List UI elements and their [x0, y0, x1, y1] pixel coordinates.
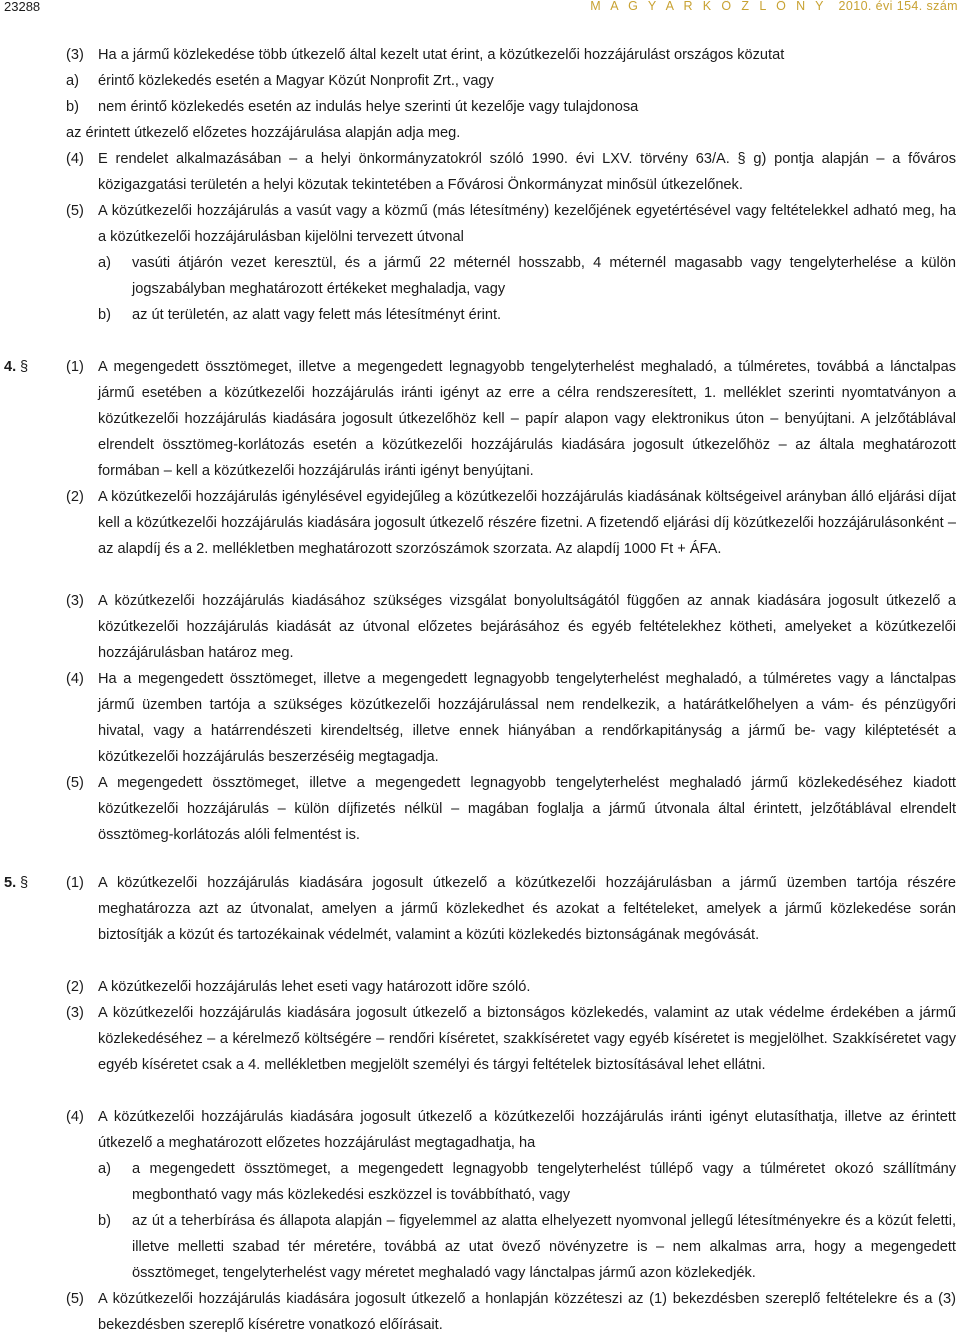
- issue-info: 2010. évi 154. szám: [838, 0, 958, 13]
- section-number: 4.: [4, 359, 17, 375]
- paragraph-label: (3): [66, 47, 84, 63]
- section-4-para-3: [0, 666, 956, 770]
- paragraph-label: a): [66, 73, 79, 89]
- paragraph-text: az út a teherbírása és állapota alapján – figyelemmel az alatta elhelyezett nyomvonal jellegű létesítményekre és a közút feletti, illetve melletti szabad tér méretére, továbbá az utat övező növényzetre is – nem alkalmas arra, hogy a megengedett össztömeget, tengelyterhelést vagy méretet meghaladó vagy lánctalpas jármű azon közlekedjék.: [132, 1213, 956, 1281]
- paragraph-text: nem érintő közlekedés esetén az indulás helye szerinti út kezelője vagy tulajdonosa: [98, 99, 639, 115]
- paragraph-text: vasúti átjárón vezet keresztül, és a jármű 22 méternél hosszabb, 4 méternél magasabb vagy tengelyterhelése a külön jogszabályban meghatározott értékeket meghaladja, vagy: [132, 255, 956, 297]
- paragraph-text: a megengedett össztömeget, a megengedett legnagyobb tengelyterhelést túllépő vagy a túlméretet okozó szállítmány megbontható vagy más közlekedési eszközzel is továbbítható, vagy: [132, 1161, 956, 1203]
- paragraph-text: A megengedett össztömeget, illetve a megengedett legnagyobb tengelyterhelést meghaladó, a túlméretes, továbbá a lánctalpas jármű esetében a közútkezelői hozzájárulás iránti igényt az erre a célra rendszeresített, 1. melléklet szerinti nyomtatványon a közútkezelői hozzájárulás kiadására jogosult útkezelőhöz kell – papír alapon vagy elektronikus úton – benyújtani. A jelzőtáblával elrendelt össztömeg-korlátozás esetén a közútkezelői hozzájárulás kiadására jogosult útkezelőhöz – az általa meghatározott formában – kell a közútkezelői hozzájárulás iránti igényt benyújtani.: [98, 359, 956, 479]
- paragraph-label: b): [98, 1213, 111, 1229]
- paragraph-label: (5): [66, 775, 84, 791]
- section-4-para-0: [0, 354, 956, 484]
- paragraph-label: (2): [66, 489, 84, 505]
- top-block-0: [0, 42, 956, 68]
- paragraph-label: b): [66, 99, 79, 115]
- section-4-para-4: [0, 770, 956, 848]
- publication-header: [590, 0, 958, 13]
- paragraph-label: a): [98, 255, 111, 271]
- paragraph-text: érintő közlekedés esetén a Magyar Közút Nonprofit Zrt., vagy: [98, 73, 494, 89]
- paragraph-label: (2): [66, 979, 84, 995]
- paragraph-text: E rendelet alkalmazásában – a helyi önkormányzatokról szóló 1990. évi LXV. törvény 63/A. § g) pontja alapján – a főváros közigazgatási területén a helyi közutak tekintetében a Fővárosi Önkormányzat minősül útkezelőnek.: [98, 151, 956, 193]
- paragraph-text: Ha a jármű közlekedése több útkezelő által kezelt utat érint, a közútkezelői hozzájárulást országos közutat: [98, 47, 785, 63]
- top-block-1: [0, 68, 956, 94]
- paragraph-label: (1): [66, 359, 84, 375]
- section-5-para-2: [0, 1000, 956, 1078]
- paragraph-label: (4): [66, 151, 84, 167]
- top-block-7: [0, 302, 956, 328]
- section-4-para-2: [0, 588, 956, 666]
- paragraph-text: A közútkezelői hozzájárulás a vasút vagy a közmű (más létesítmény) kezelőjének egyetértésével vagy feltételekkel adható meg, ha a közútkezelői hozzájárulásban kijelölni tervezett útvonal: [98, 203, 956, 245]
- section-symbol: §: [20, 359, 29, 375]
- section-5-para-6: [0, 1286, 956, 1338]
- paragraph-label: (3): [66, 1005, 84, 1021]
- top-block-5: [0, 198, 956, 250]
- section-5-para-1: [0, 974, 956, 1000]
- paragraph-text: A közútkezelői hozzájárulás lehet eseti vagy határozott idõre szóló.: [98, 979, 531, 995]
- top-block-2: [0, 94, 956, 120]
- paragraph-text: az út területén, az alatt vagy felett más létesítményt érint.: [132, 307, 502, 323]
- paragraph-text: Ha a megengedett össztömeget, illetve a megengedett legnagyobb tengelyterhelést meghaladó, a túlméretes vagy a lánctalpas jármű üzemben tartója a szükséges közútkezelői hozzájárulással nem rendelkezik, a határátkelőhelyen a vám- és pénzügyőri hivatal, vagy a határrendészeti kirendeltség, illetve ennek hiányában a rendőrkapitányság a jármű be- vagy kiléptetését a közútkezelői hozzájárulás beszerzéséig megtagadja.: [98, 671, 956, 765]
- paragraph-label: (4): [66, 1109, 84, 1125]
- paragraph-label: b): [98, 307, 111, 323]
- section-symbol: §: [20, 875, 29, 891]
- paragraph-text: A közútkezelői hozzájárulás kiadására jogosult útkezelő a közútkezelői hozzájárulás iránti igényt elutasíthatja, illetve az érintett útkezelő a meghatározott előzetes hozzájárulást megtagadhatja, ha: [98, 1109, 956, 1151]
- page-number: 23288: [4, 0, 41, 14]
- top-block-3: [0, 120, 956, 146]
- paragraph-text: A közútkezelői hozzájárulás kiadásához szükséges vizsgálat bonyolultságától függően az annak kiadására jogosult útkezelő a közútkezelői hozzájárulás kiadását az útvonal előzetes bejárásához és egyéb feltételekhez kötheti, amelyeket a közútkezelői hozzájárulásban határoz meg.: [98, 593, 956, 661]
- paragraph-label: (5): [66, 203, 84, 219]
- section-5-para-5: [0, 1208, 956, 1286]
- top-block-6: [0, 250, 956, 302]
- paragraph-text: A közútkezelői hozzájárulás kiadására jogosult útkezelő a honlapján közzéteszi az (1) bekezdésben szereplő feltételekre és a (3) bekezdésben szereplő kíséretre vonatkozó előírásait.: [98, 1291, 956, 1333]
- section-5-para-3: [0, 1104, 956, 1156]
- section-5-para-4: [0, 1156, 956, 1208]
- paragraph-text: A közútkezelői hozzájárulás kiadására jogosult útkezelő a biztonságos közlekedés, valamint az utak védelme érdekében a jármű közlekedéséhez – a kérelmező költségére – rendőri kíséretet, szakkíséretet vagy egyéb kíséretet is megjelölhet. Szakkíséretet vagy egyéb kíséretet csak a 4. mellékletben megjelölt személyi és tárgyi feltételek biztosításával lehet ellátni.: [98, 1005, 956, 1073]
- paragraph-text: A közútkezelői hozzájárulás igénylésével egyidejűleg a közútkezelői hozzájárulás kiadásának költségeivel arányban álló eljárási díjat kell a közútkezelői hozzájárulás kiadására jogosult útkezelő részére fizetni. A fizetendő eljárási díj közútkezelői hozzájárulásonként – az alapdíj és a 2. mellékletben meghatározott szorzószámok szorzata. Az alapdíj 1000 Ft + ÁFA.: [98, 489, 956, 557]
- section-number: 5.: [4, 875, 17, 891]
- section-5-para-0: [0, 870, 956, 948]
- paragraph-label: a): [98, 1161, 111, 1177]
- paragraph-label: (5): [66, 1291, 84, 1307]
- paragraph-label: (3): [66, 593, 84, 609]
- paragraph-text: az érintett útkezelő előzetes hozzájárulása alapján adja meg.: [66, 125, 461, 141]
- paragraph-label: (4): [66, 671, 84, 687]
- paragraph-text: A megengedett össztömeget, illetve a megengedett legnagyobb tengelyterhelést meghaladó jármű közlekedéséhez kiadott közútkezelői hozzájárulás – külön díjfizetés nélkül – magában foglalja a jármű útvonala által érintett, jelzőtáblával elrendelt össztömeg-korlátozás alóli felmentést is.: [98, 775, 956, 843]
- section-4-para-1: [0, 484, 956, 562]
- publication-title: M A G Y A R K Ö Z L Ö N Y: [590, 0, 827, 13]
- top-block-4: [0, 146, 956, 198]
- paragraph-text: A közútkezelői hozzájárulás kiadására jogosult útkezelő a közútkezelői hozzájárulásban a jármű üzemben tartója részére meghatározza azt az útvonalat, amelyen a jármű közlekedhet és azokat a feltételeket, amelyek a jármű közlekedése során biztosítják a közút és tartozékainak védelmét, valamint a közúti közlekedés biztonságának megóvását.: [98, 875, 956, 943]
- page-header: [0, 0, 960, 16]
- paragraph-label: (1): [66, 875, 84, 891]
